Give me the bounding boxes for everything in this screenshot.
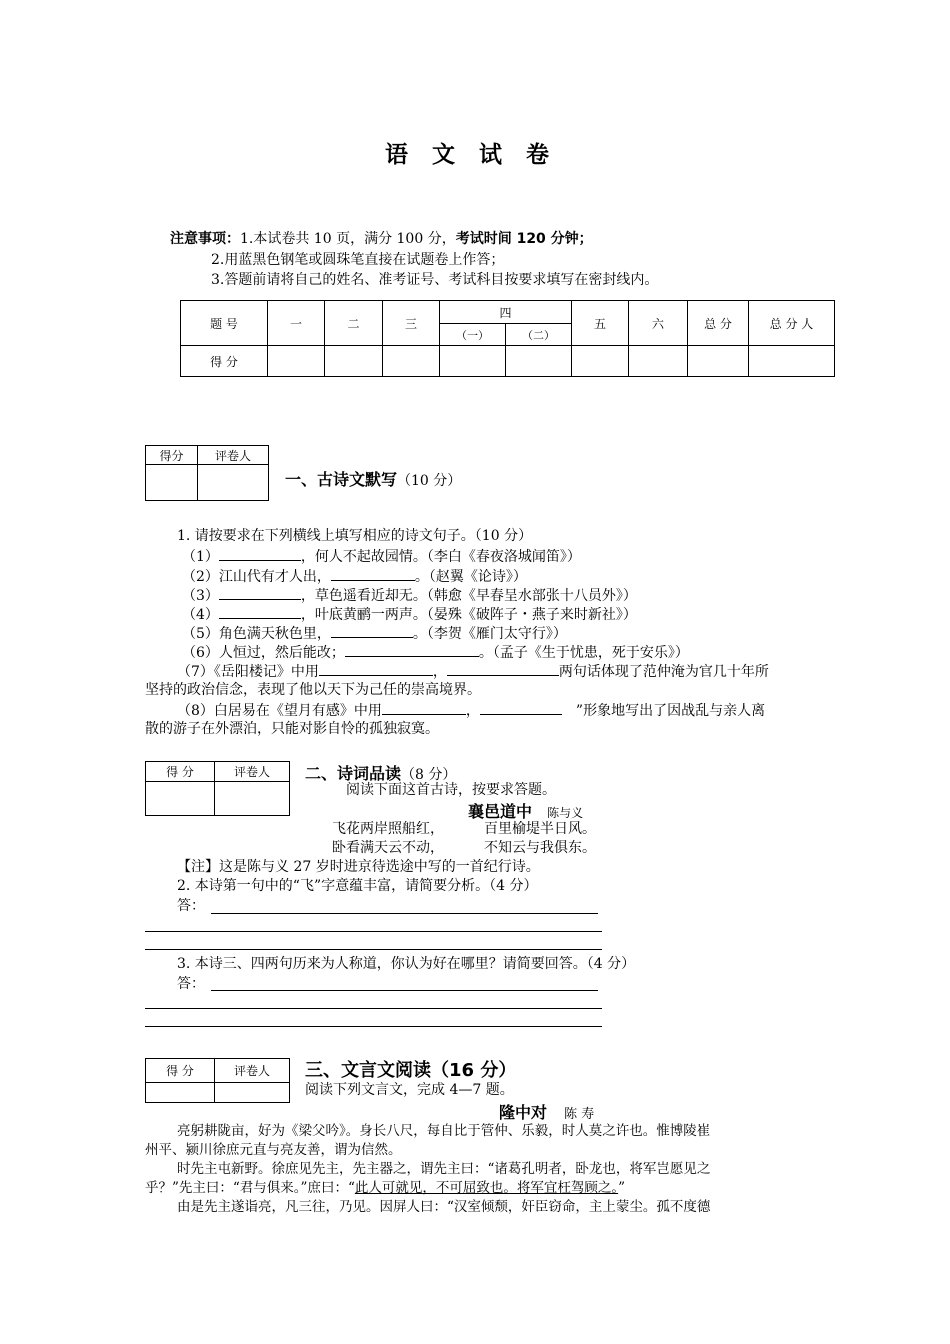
notice-line-1	[170, 230, 593, 249]
fill-line-prefix: （7）《岳阳楼记》中用	[177, 664, 319, 680]
fill-line-suffix: ，叶底黄鹂一两声。（晏殊《破阵子・燕子来时新社》）	[300, 607, 637, 623]
fill-line-suffix: 。（孟子《生于忧患，死于安乐》）	[478, 645, 689, 661]
fill-line-prefix: （3）	[182, 588, 219, 604]
score-row-label: 得 分	[181, 346, 268, 377]
score-col-4b: （二）	[506, 324, 572, 346]
fill-line-8-cont: 散的游子在外漂泊，只能对影自怜的孤独寂寞。	[145, 721, 439, 737]
poem-note: 【注】这是陈与义 27 岁时进京待选途中写的一首纪行诗。	[177, 859, 540, 875]
answer-line[interactable]	[211, 990, 598, 991]
fill-line-8	[177, 700, 765, 721]
grader-label: 评卷人	[198, 446, 269, 465]
notice-line1-text: 1.本试卷共 10 页，满分 100 分，	[240, 231, 456, 247]
answer-blank[interactable]	[319, 661, 433, 676]
fill-line-comma: ，	[465, 703, 480, 719]
grader-box-3	[145, 1058, 290, 1103]
fill-line-suffix: ”形象地写出了因战乱与亲人离	[575, 703, 766, 719]
page-title: 语 文 试 卷	[385, 142, 558, 168]
section3-intro: 阅读下列文言文，完成 4—7 题。	[305, 1082, 514, 1098]
score-cell[interactable]	[572, 346, 629, 377]
fill-line-7	[177, 661, 769, 682]
passage-underlined: 此人可就见，不可屈致也。将军宜枉驾顾之。	[354, 1180, 619, 1196]
text-title: 隆中对	[499, 1103, 548, 1122]
score-cell[interactable]	[629, 346, 688, 377]
section1-title: 一、古诗文默写	[285, 470, 398, 489]
fill-line-prefix: （1）	[182, 549, 219, 565]
passage-p2-line2	[145, 1179, 625, 1198]
fill-line-prefix: （2）江山代有才人出，	[182, 569, 331, 585]
score-cell[interactable]	[749, 346, 835, 377]
passage-text: 乎？”先主曰：“君与俱来。”庶曰：“	[145, 1180, 355, 1196]
section2-points: （8 分）	[401, 767, 457, 783]
poem-line-2b: 不知云与我俱东。	[484, 840, 596, 856]
score-col-1: 一	[268, 301, 325, 346]
fill-line-prefix: （6）人恒过，然后能改；	[182, 645, 345, 661]
passage-text: ”	[618, 1180, 626, 1196]
score-col-2: 二	[325, 301, 383, 346]
answer-blank[interactable]	[219, 546, 301, 561]
grader-score-label: 得 分	[146, 1059, 215, 1083]
fill-line-6	[182, 642, 689, 663]
grader-box-2	[145, 761, 290, 816]
answer-line[interactable]	[145, 1008, 602, 1009]
text-heading	[499, 1100, 594, 1123]
answer-blank[interactable]	[331, 623, 413, 638]
score-table-header-label: 题 号	[181, 301, 268, 346]
section2-title: 二、诗词品读	[305, 764, 402, 783]
fill-line-suffix: ，何人不起故园情。（李白《春夜洛城闻笛》）	[300, 549, 581, 565]
fill-line-3	[182, 585, 637, 606]
notice-line-3: 3.答题前请将自己的姓名、准考证号、考试科目按要求填写在密封线内。	[211, 272, 659, 288]
answer-blank[interactable]	[331, 566, 415, 581]
grader-score-label: 得分	[146, 446, 198, 465]
fill-line-prefix: （5）角色满天秋色里，	[182, 626, 331, 642]
poem-line-2a: 卧看满天云不动，	[332, 840, 444, 856]
fill-line-suffix: 。（李贺《雁门太守行》）	[412, 626, 567, 642]
question-2: 2. 本诗第一句中的“飞”字意蕴丰富，请简要分析。（4 分）	[177, 878, 538, 894]
grader-name-cell[interactable]	[215, 782, 290, 816]
grader-box-1	[145, 445, 269, 501]
poem-line-1a: 飞花两岸照船红，	[332, 821, 444, 837]
fill-line-prefix: （4）	[182, 607, 219, 623]
grader-score-cell[interactable]	[146, 465, 198, 501]
question-3: 3. 本诗三、四两句历来为人称道，你认为好在哪里？请简要回答。（4 分）	[177, 956, 636, 972]
fill-line-7-cont: 坚持的政治信念，表现了他以天下为己任的崇高境界。	[145, 682, 481, 698]
score-cell[interactable]	[325, 346, 383, 377]
answer-line[interactable]	[145, 949, 602, 950]
poem-title: 襄邑道中	[468, 802, 533, 821]
score-cell[interactable]	[440, 346, 506, 377]
answer-line[interactable]	[145, 931, 602, 932]
score-cell[interactable]	[688, 346, 749, 377]
fill-line-5	[182, 623, 567, 644]
passage-p2-line1: 时先主屯新野。徐庶见先主，先主器之，谓先主曰：“诸葛孔明者，卧龙也，将军岂愿见之	[177, 1161, 711, 1177]
passage-p1-line2: 州平、颍川徐庶元直与亮友善，谓为信然。	[145, 1142, 402, 1158]
answer-blank[interactable]	[480, 700, 562, 715]
score-col-5: 五	[572, 301, 629, 346]
answer-blank[interactable]	[219, 604, 301, 619]
passage-p1-line1: 亮躬耕陇亩，好为《梁父吟》。身长八尺，每自比于管仲、乐毅，时人莫之许也。惟博陵崔	[177, 1123, 711, 1139]
fill-line-prefix: （8）白居易在《望月有感》中用	[177, 703, 382, 719]
question-1: 1. 请按要求在下列横线上填写相应的诗文句子。（10 分）	[177, 528, 533, 544]
score-col-3: 三	[383, 301, 440, 346]
section1-heading	[285, 467, 461, 490]
fill-line-2	[182, 566, 527, 587]
grader-score-cell[interactable]	[146, 782, 215, 816]
score-cell[interactable]	[383, 346, 440, 377]
section1-points: （10 分）	[397, 473, 462, 489]
answer-line[interactable]	[211, 913, 598, 914]
grader-score-cell[interactable]	[146, 1083, 215, 1103]
text-author: 陈 寿	[564, 1107, 595, 1122]
grader-score-label: 得 分	[146, 762, 215, 782]
answer-blank[interactable]	[345, 642, 479, 657]
grader-name-cell[interactable]	[198, 465, 269, 501]
section2-intro: 阅读下面这首古诗，按要求答题。	[346, 782, 556, 798]
notice-line-2: 2.用蓝黑色钢笔或圆珠笔直接在试题卷上作答；	[211, 252, 505, 268]
section3-heading: 三、文言文阅读（16 分）	[305, 1060, 517, 1081]
fill-line-suffix: ，草色遥看近却无。（韩愈《早春呈水部张十八员外》）	[300, 588, 637, 604]
answer-blank[interactable]	[382, 700, 466, 715]
answer-blank[interactable]	[447, 661, 559, 676]
fill-line-1	[182, 546, 581, 567]
score-cell[interactable]	[506, 346, 572, 377]
score-cell[interactable]	[268, 346, 325, 377]
notice-label: 注意事项：	[170, 231, 240, 247]
grader-label: 评卷人	[215, 762, 290, 782]
score-col-total: 总 分	[688, 301, 749, 346]
poem-line-1b: 百里榆堤半日风。	[484, 821, 596, 837]
score-col-4a: （一）	[440, 324, 506, 346]
score-table	[180, 300, 835, 377]
answer-label: 答：	[177, 976, 205, 992]
notice-exam-time: 考试时间 120 分钟；	[455, 231, 593, 247]
fill-line-4	[182, 604, 637, 625]
score-col-4: 四	[440, 301, 572, 324]
answer-blank[interactable]	[219, 585, 301, 600]
fill-line-suffix: 。（赵翼《论诗》）	[414, 569, 527, 585]
poem-heading	[468, 799, 583, 822]
fill-line-comma: ，	[432, 664, 447, 680]
fill-line-suffix: 两句话体现了范仲淹为官几十年所	[558, 664, 769, 680]
score-col-total-person: 总 分 人	[749, 301, 835, 346]
answer-line[interactable]	[145, 1026, 602, 1027]
grader-name-cell[interactable]	[215, 1083, 290, 1103]
answer-label: 答：	[177, 898, 205, 914]
passage-p3-line1: 由是先主遂诣亮，凡三往，乃见。因屏人曰：“汉室倾颓，奸臣窃命，主上蒙尘。孤不度德	[177, 1199, 711, 1215]
poem-author: 陈与义	[547, 806, 584, 820]
grader-label: 评卷人	[215, 1059, 290, 1083]
score-col-6: 六	[629, 301, 688, 346]
